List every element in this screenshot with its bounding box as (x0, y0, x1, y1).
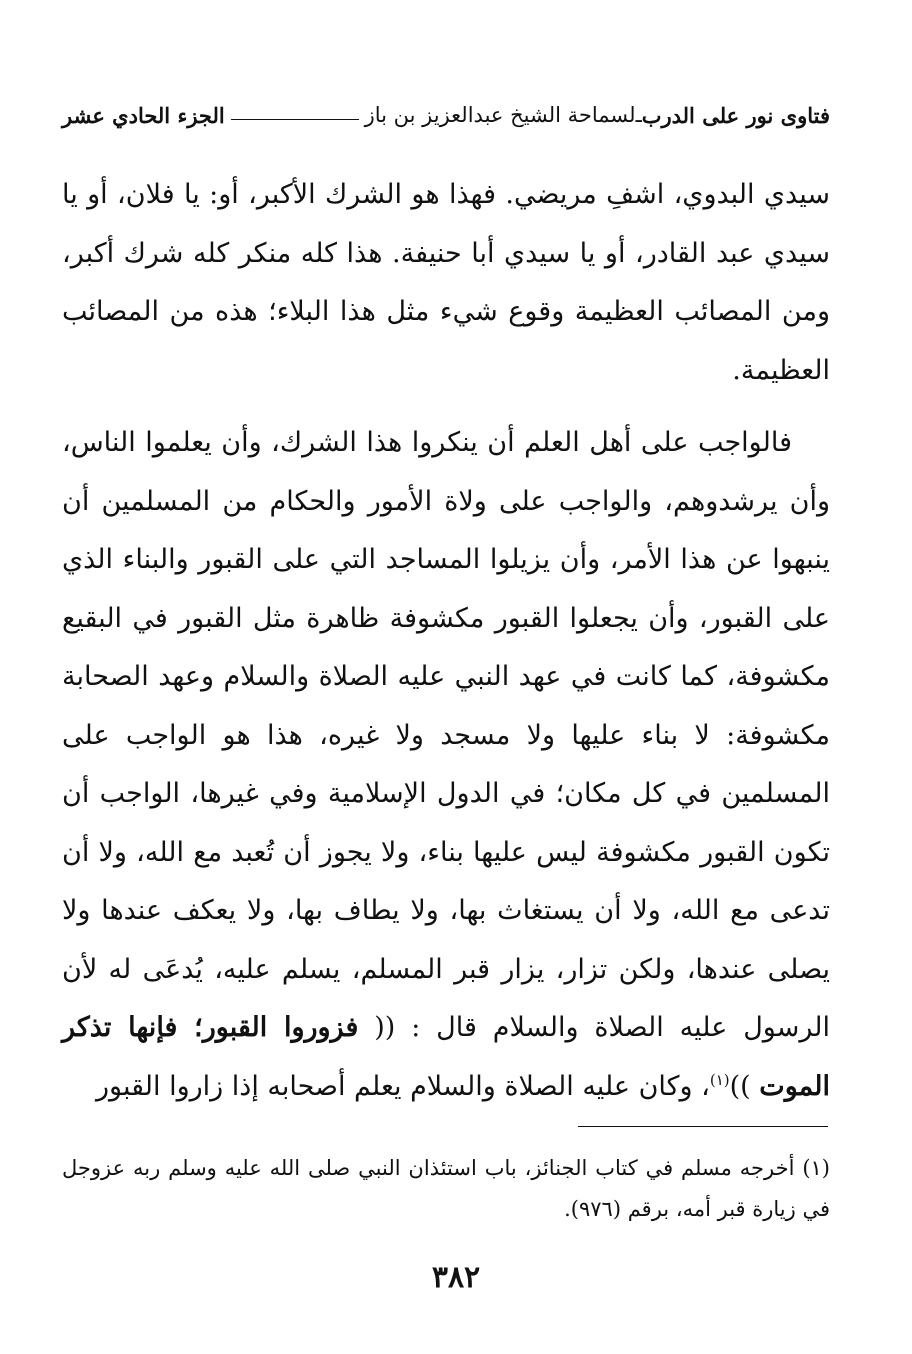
paragraph-2-text: فالواجب على أهل العلم أن ينكروا هذا الشرك، وأن يعلموا الناس، وأن يرشدوهم، والواجب على ولاة الأمور والحكام من المسلمين أن ينبهوا عن هذا الأمر، وأن يزيلوا المساجد التي على القبور والبناء الذي على القبور، وأن يجعلوا القبور مكشوفة ظاهرة مثل القبور في البقيع مكشوفة، كما كانت في عهد النبي عليه الصلاة والسلام وعهد الصحابة مكشوفة: لا بناء عليها ولا مسجد ولا غيره، هذا هو الواجب على المسلمين في كل مكان؛ في الدول الإسلامية وفي غيرها، الواجب أن تكون القبور مكشوفة ليس عليها بناء، ولا يجوز أن تُعبد مع الله، ولا أن تدعى مع الله، ولا أن يستغاث بها، ولا يطاف بها، ولا يعكف عندها ولا يصلى عندها، ولكن تزار، يزار قبر المسلم، يسلم عليه، يُدعَى له لأن الرسول عليه الصلاة والسلام قال : (( (62, 427, 831, 1043)
footnote (62, 1148, 830, 1230)
body-text (62, 166, 830, 1116)
page-number: ٣٨٢ (431, 1260, 481, 1295)
hadith-quote: فزوروا القبور؛ فإنها تذكر الموت (62, 1012, 830, 1102)
header-rule (231, 119, 359, 120)
header-dash: ـ (635, 103, 642, 127)
footnote-divider (578, 1126, 828, 1127)
hadith-quote-close: )) (729, 1070, 751, 1102)
paragraph-2 (62, 414, 830, 1116)
paragraph-2-tail: ، وكان عليه الصلاة والسلام يعلم أصحابه إذا زاروا القبور (95, 1070, 710, 1102)
paragraph-1: سيدي البدوي، اشفِ مريضي. فهذا هو الشرك الأكبر، أو: يا فلان، أو يا سيدي عبد القادر، أو يا سيدي أبا حنيفة. هذا كله منكر كله شرك أكبر، ومن المصائب العظيمة وقوع شيء مثل هذا البلاء؛ هذه من المصائب العظيمة. (62, 179, 830, 386)
running-header (62, 100, 830, 130)
footnote-reference: (١) (709, 1070, 730, 1089)
footnote-text: (١) أخرجه مسلم في كتاب الجنائز، باب استئذان النبي صلى الله عليه وسلم ربه عزوجل في زيارة قبر أمه، برقم (٩٧٦). (62, 1156, 830, 1221)
header-author: لسماحة الشيخ عبدالعزيز بن باز (364, 103, 636, 127)
header-series-title: فتاوى نور على الدرب (641, 102, 830, 128)
header-volume: الجزء الحادي عشر (62, 102, 225, 128)
